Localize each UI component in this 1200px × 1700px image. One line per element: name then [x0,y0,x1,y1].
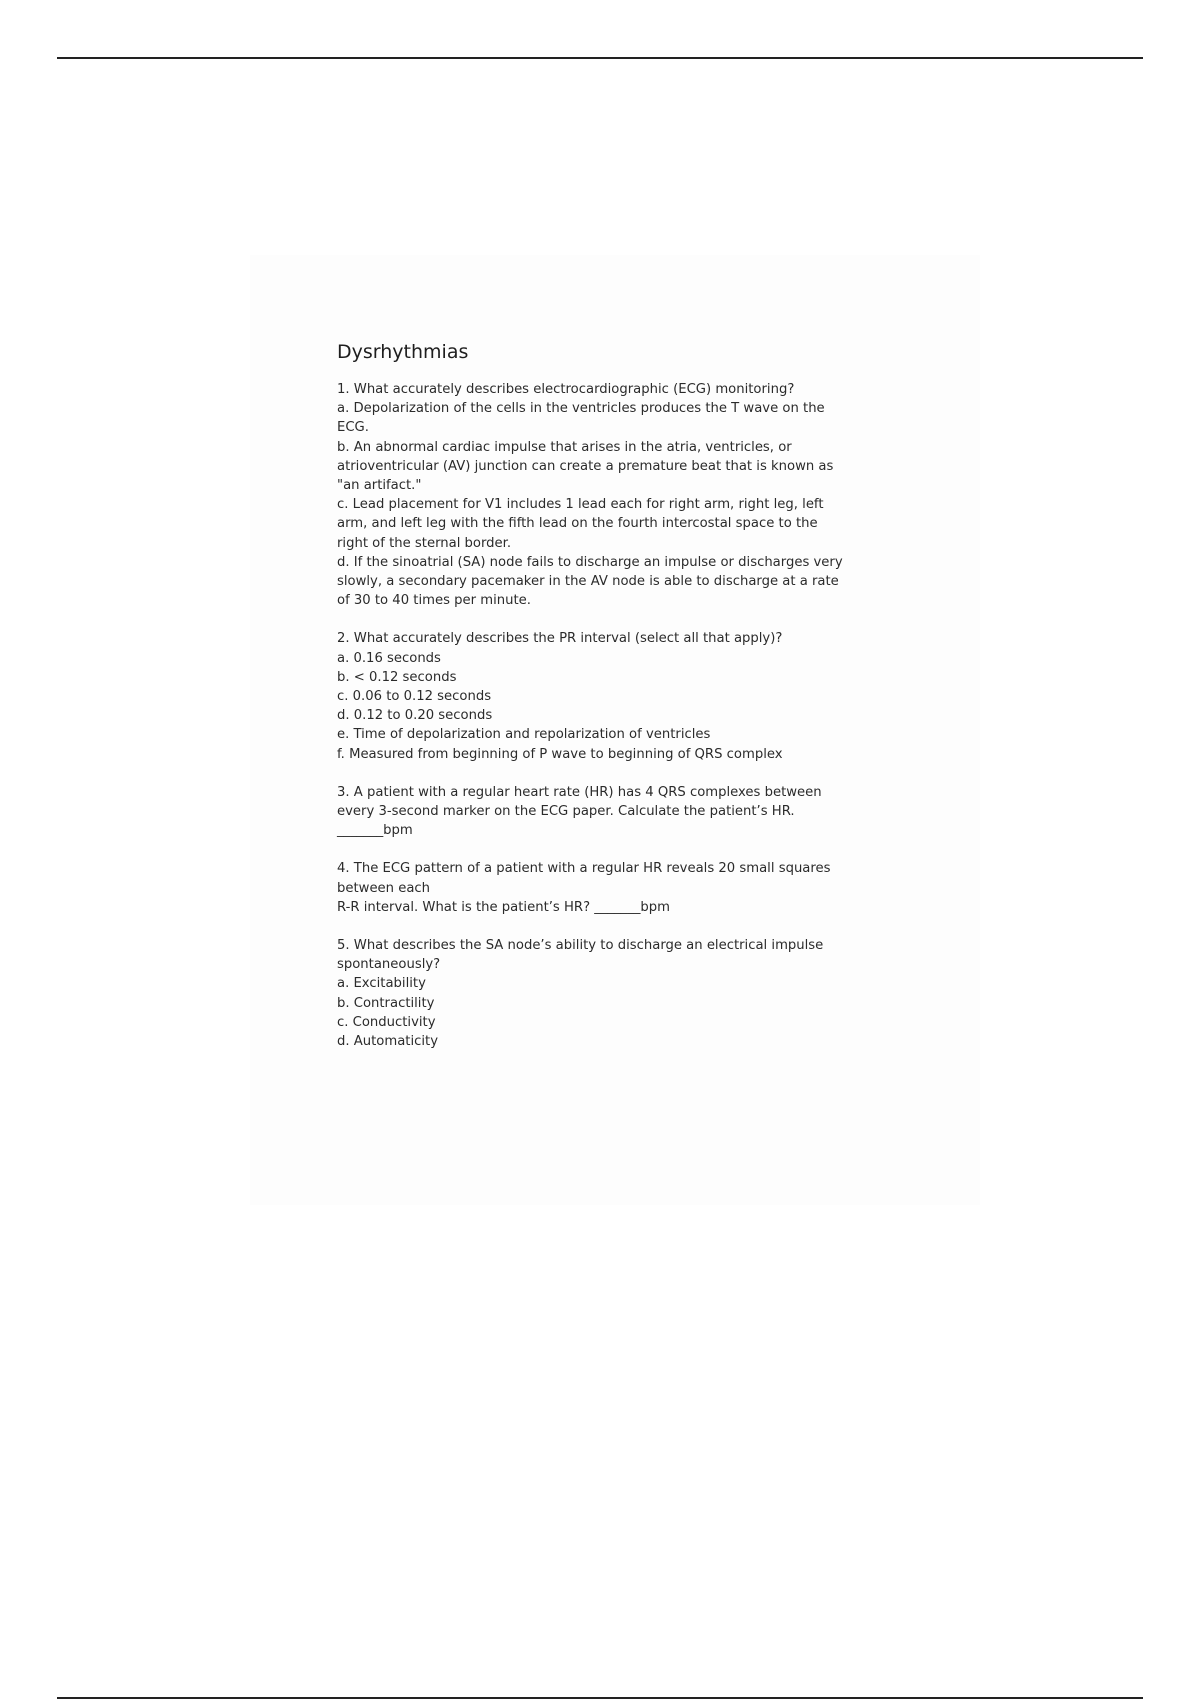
answer-option: d. 0.12 to 0.20 seconds [337,708,493,724]
answer-option: e. Time of depolarization and repolarization of ventricles [337,727,711,743]
answer-option: arm, and left leg with the fifth lead on the fourth intercostal space to the [337,516,818,532]
question-3 [337,783,897,841]
answer-option: b. An abnormal cardiac impulse that arises in the atria, ventricles, or [337,439,792,455]
answer-option: ECG. [337,420,369,436]
answer-option: a. Depolarization of the cells in the ventricles produces the T wave on the [337,401,825,417]
answer-option: a. Excitability [337,976,426,992]
question-text: 4. The ECG pattern of a patient with a regular HR reveals 20 small squares [337,861,831,877]
question-1 [337,380,897,610]
answer-option: a. 0.16 seconds [337,650,441,666]
answer-option: right of the sternal border. [337,535,512,551]
question-text: 2. What accurately describes the PR interval (select all that apply)? [337,631,783,647]
question-text: 3. A patient with a regular heart rate (HR) has 4 QRS complexes between [337,784,822,800]
question-2 [337,629,897,763]
question-text: 5. What describes the SA node’s ability to discharge an electrical impulse [337,938,824,954]
answer-option: of 30 to 40 times per minute. [337,593,531,609]
answer-option: b. < 0.12 seconds [337,669,457,685]
top-divider [57,57,1143,59]
answer-option: c. Conductivity [337,1014,436,1030]
document-body [337,340,897,1070]
question-4 [337,859,897,917]
answer-option: c. Lead placement for V1 includes 1 lead each for right arm, right leg, left [337,497,824,513]
answer-option: atrioventricular (AV) junction can create a premature beat that is known as [337,458,834,474]
question-text: between each [337,880,431,896]
question-text: 1. What accurately describes electrocardiographic (ECG) monitoring? [337,382,795,397]
answer-option: "an artifact." [337,478,422,494]
answer-option: slowly, a secondary pacemaker in the AV node is able to discharge at a rate [337,574,839,590]
answer-option: f. Measured from beginning of P wave to beginning of QRS complex [337,746,783,762]
answer-option: d. If the sinoatrial (SA) node fails to discharge an impulse or discharges very [337,554,843,570]
question-text: R-R interval. What is the patient’s HR? _______bpm [337,899,671,915]
question-text: spontaneously? [337,957,441,973]
question-text: every 3-second marker on the ECG paper. Calculate the patient’s HR. [337,804,795,820]
answer-option: c. 0.06 to 0.12 seconds [337,689,492,705]
bottom-divider [57,1697,1143,1699]
answer-option: d. Automaticity [337,1034,439,1050]
document-title: Dysrhythmias [337,341,469,363]
answer-option: b. Contractility [337,995,435,1011]
answer-blank: _______bpm [337,823,413,839]
question-5 [337,936,897,1051]
